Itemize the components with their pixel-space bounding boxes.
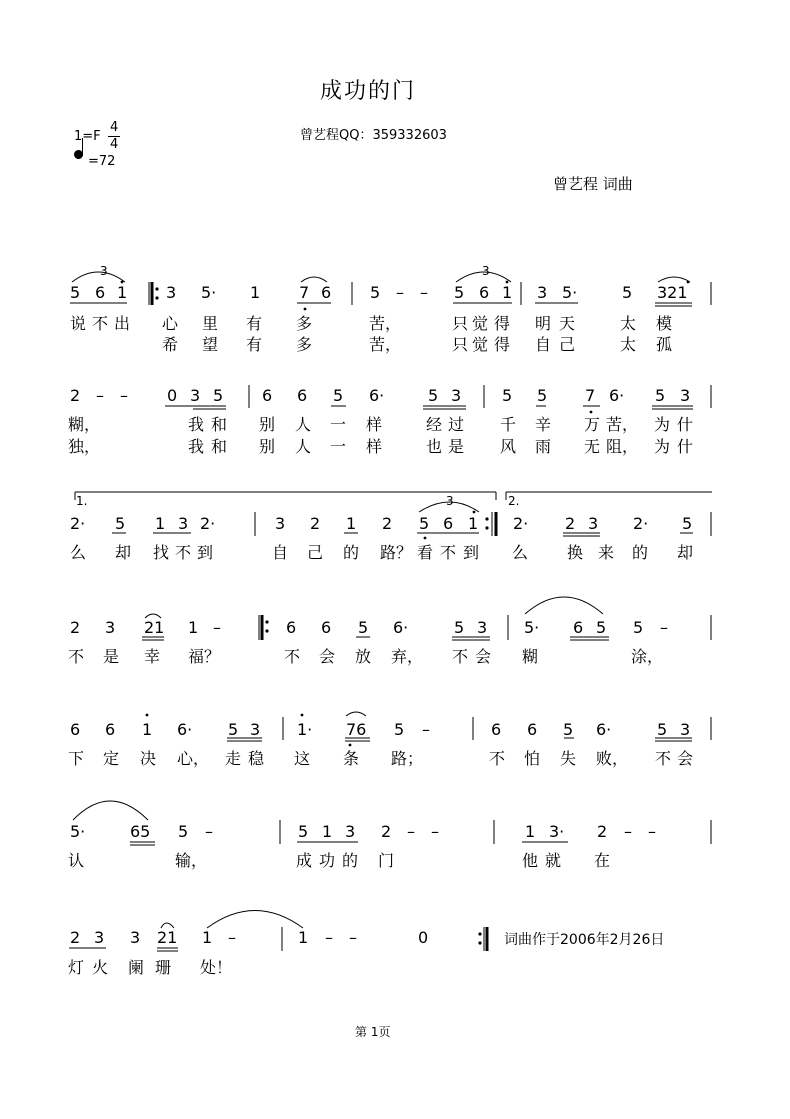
lyric: 我 xyxy=(188,415,205,434)
dash: – xyxy=(420,283,428,302)
lyric: 苦， xyxy=(606,415,639,434)
note: 3 xyxy=(178,514,189,533)
lyric: 苦， xyxy=(369,314,402,333)
lyric: 换 xyxy=(567,543,584,562)
note: 5 xyxy=(454,283,465,302)
lyric: 得 xyxy=(494,335,511,354)
author-contact: 曾艺程QQ：359332603 xyxy=(300,128,447,143)
note: 7 xyxy=(585,386,596,405)
lyric: 觉 xyxy=(472,314,489,333)
note: 3 xyxy=(680,720,691,739)
lyric: 会 xyxy=(475,647,492,666)
lyric: 觉 xyxy=(472,335,489,354)
lyric: 有 xyxy=(246,335,263,354)
lyric: 这 xyxy=(294,749,311,768)
lyric: 阻， xyxy=(606,437,639,456)
lyric: 得 xyxy=(494,314,511,333)
time-signature-bottom: 4 xyxy=(110,137,119,152)
note: 3· xyxy=(549,822,565,841)
note: 3 xyxy=(190,386,201,405)
dash: – xyxy=(213,618,221,637)
note: 6· xyxy=(609,386,625,405)
note: 6 xyxy=(321,283,332,302)
note: 3 xyxy=(537,283,548,302)
note: 5· xyxy=(201,283,217,302)
key-signature: 1=F xyxy=(74,129,101,144)
note: 5 xyxy=(115,514,126,533)
lyric: 望 xyxy=(202,335,219,354)
lyric: 的 xyxy=(632,543,649,562)
note: 5 xyxy=(70,283,81,302)
lyric: 什 xyxy=(677,415,694,434)
lyric: 经 xyxy=(426,415,443,434)
lyric: 样 xyxy=(366,415,383,434)
lyric: 为 xyxy=(654,415,671,434)
lyric: 阑 xyxy=(128,958,145,977)
lyric: 不 xyxy=(489,749,506,768)
note: 3 xyxy=(588,514,599,533)
note: 6· xyxy=(596,720,612,739)
lyric: 输， xyxy=(175,851,208,870)
note: 5 xyxy=(596,618,607,637)
lyric: 为 xyxy=(654,437,671,456)
lyric: 不 xyxy=(175,543,192,562)
note: 5 xyxy=(622,283,633,302)
lyric: 功 xyxy=(319,851,336,870)
lyric: 他 xyxy=(522,851,539,870)
note: 1 xyxy=(322,822,333,841)
lyric: 希 xyxy=(162,335,179,354)
dash: – xyxy=(407,822,415,841)
dash: – xyxy=(431,822,439,841)
lyric: 会 xyxy=(677,749,694,768)
volta-2-label: 2. xyxy=(508,494,520,508)
note: 5· xyxy=(524,618,540,637)
lyric: 不 xyxy=(68,647,85,666)
note: 2 xyxy=(381,822,392,841)
lyric: 心 xyxy=(162,314,179,333)
composition-date-note: 词曲作于2006年2月26日 xyxy=(504,932,665,948)
dash: – xyxy=(648,822,656,841)
lyric: 定 xyxy=(103,749,120,768)
note: 6 xyxy=(573,618,584,637)
lyric: 福？ xyxy=(188,647,221,666)
lyric: 是 xyxy=(448,437,465,456)
lyric: 看 xyxy=(417,543,434,562)
lyric: 和 xyxy=(211,415,228,434)
lyric: 千 xyxy=(500,415,517,434)
lyric: 人 xyxy=(295,437,312,456)
lyric: 不 xyxy=(284,647,301,666)
note: 3 xyxy=(477,618,488,637)
dash: – xyxy=(660,618,668,637)
lyric: 说 xyxy=(70,314,87,333)
note: 1· xyxy=(297,720,313,739)
dash: – xyxy=(325,928,333,947)
note: 1 xyxy=(155,514,166,533)
lyric: 也 xyxy=(426,437,443,456)
dash: – xyxy=(120,386,128,405)
lyric: 的 xyxy=(343,543,360,562)
note: 5 xyxy=(178,822,189,841)
lyric: 处！ xyxy=(200,958,233,977)
lyric: 人 xyxy=(295,415,312,434)
note: 2· xyxy=(633,514,649,533)
lyric: 的 xyxy=(342,851,359,870)
lyric: 却 xyxy=(677,543,694,562)
note: 6 xyxy=(105,720,116,739)
note: 2 xyxy=(597,822,608,841)
lyric: 败， xyxy=(596,749,629,768)
lyric: 太 xyxy=(620,314,637,333)
note: 6· xyxy=(369,386,385,405)
note: 6 xyxy=(443,514,454,533)
note: 6 xyxy=(262,386,273,405)
note: 6 xyxy=(527,720,538,739)
lyric: 么 xyxy=(70,543,87,562)
note: 2· xyxy=(200,514,216,533)
triplet-mark: 3 xyxy=(446,494,454,508)
note: 5 xyxy=(682,514,693,533)
lyric: 雨 xyxy=(535,437,552,456)
lyric: 孤 xyxy=(656,335,673,354)
note: 5 xyxy=(370,283,381,302)
lyric: 不 xyxy=(452,647,469,666)
note: 6 xyxy=(479,283,490,302)
lyric: 只 xyxy=(452,314,469,333)
note: 1 xyxy=(298,928,309,947)
lyric: 一 xyxy=(330,415,347,434)
dash: – xyxy=(396,283,404,302)
note: 6 xyxy=(491,720,502,739)
lyric: 路； xyxy=(391,749,424,768)
note: 5· xyxy=(70,822,86,841)
lyric: 多 xyxy=(296,335,313,354)
lyric: 就 xyxy=(545,851,562,870)
note: 21 xyxy=(144,618,165,637)
lyric: 什 xyxy=(677,437,694,456)
note: 6 xyxy=(297,386,308,405)
lyric: 放 xyxy=(355,647,372,666)
lyric: 糊 xyxy=(522,647,539,666)
note: 3 xyxy=(105,618,116,637)
lyric: 下 xyxy=(68,749,85,768)
note: 3 xyxy=(94,928,105,947)
note: 2 xyxy=(382,514,393,533)
tempo: =72 xyxy=(88,154,116,169)
note: 2 xyxy=(565,514,576,533)
note: 1 xyxy=(250,283,261,302)
note: 3 xyxy=(451,386,462,405)
lyric: 苦， xyxy=(369,335,402,354)
lyric: 己 xyxy=(307,543,324,562)
lyric: 无 xyxy=(584,437,601,456)
note: 6· xyxy=(393,618,409,637)
lyric: 一 xyxy=(330,437,347,456)
note: 2· xyxy=(513,514,529,533)
lyric: 在 xyxy=(594,851,611,870)
note: 21 xyxy=(157,928,178,947)
lyric: 门 xyxy=(378,851,395,870)
note: 5 xyxy=(633,618,644,637)
note: 2 xyxy=(70,386,81,405)
lyric: 到 xyxy=(463,543,480,562)
lyric: 我 xyxy=(188,437,205,456)
lyric: 多 xyxy=(296,314,313,333)
lyric: 幸 xyxy=(144,647,161,666)
note: 1 xyxy=(502,283,513,302)
note: 3 xyxy=(275,514,286,533)
dash: – xyxy=(205,822,213,841)
lyric: 决 xyxy=(140,749,157,768)
lyric: 自 xyxy=(272,543,289,562)
page-number: 第 1页 xyxy=(355,1025,391,1039)
note: 6 xyxy=(321,618,332,637)
lyric: 样 xyxy=(366,437,383,456)
dash: – xyxy=(96,386,104,405)
lyric: 来 xyxy=(598,543,615,562)
lyric: 成 xyxy=(296,851,313,870)
lyric: 太 xyxy=(620,335,637,354)
note: 76 xyxy=(346,720,367,739)
note: 5 xyxy=(657,720,668,739)
lyric: 模 xyxy=(656,314,673,333)
note: 6 xyxy=(70,720,81,739)
volta-1-label: 1. xyxy=(76,494,88,508)
lyric: 别 xyxy=(259,415,276,434)
lyric: 却 xyxy=(115,543,132,562)
lyric: 找 xyxy=(153,543,170,562)
lyric: 么 xyxy=(512,543,529,562)
lyric: 只 xyxy=(452,335,469,354)
note: 5 xyxy=(298,822,309,841)
lyric: 和 xyxy=(211,437,228,456)
lyric: 路？ xyxy=(380,543,413,562)
note: 2· xyxy=(70,514,86,533)
lyric: 自 xyxy=(535,335,552,354)
note: 5 xyxy=(213,386,224,405)
lyric: 灯 xyxy=(68,958,85,977)
note: 5· xyxy=(562,283,578,302)
lyric: 到 xyxy=(197,543,214,562)
lyric: 不 xyxy=(92,314,109,333)
note: 1 xyxy=(188,618,199,637)
note: 5 xyxy=(428,386,439,405)
lyric: 出 xyxy=(114,314,131,333)
lyric: 辛 xyxy=(535,415,552,434)
dash: – xyxy=(422,720,430,739)
note: 3 xyxy=(345,822,356,841)
lyric: 认 xyxy=(68,851,85,870)
triplet-mark: 3 xyxy=(100,264,108,278)
note: 3 xyxy=(250,720,261,739)
dash: – xyxy=(624,822,632,841)
lyric: 天 xyxy=(559,314,576,333)
note: 1 xyxy=(202,928,213,947)
lyric: 明 xyxy=(535,314,552,333)
note: 2 xyxy=(70,928,81,947)
lyric: 不 xyxy=(655,749,672,768)
note: 5 xyxy=(358,618,369,637)
note: 6 xyxy=(95,283,106,302)
note: 3 xyxy=(130,928,141,947)
note: 1 xyxy=(346,514,357,533)
note: 1 xyxy=(142,720,153,739)
note: 3 xyxy=(680,386,691,405)
lyric: 风 xyxy=(500,437,517,456)
lyric: 别 xyxy=(259,437,276,456)
lyric: 万 xyxy=(584,415,601,434)
lyric: 火 xyxy=(92,958,109,977)
note: 5 xyxy=(419,514,430,533)
note: 1 xyxy=(468,514,479,533)
lyric: 过 xyxy=(448,415,465,434)
note: 3 xyxy=(166,283,177,302)
lyric: 有 xyxy=(246,314,263,333)
note: 6· xyxy=(177,720,193,739)
note: 2 xyxy=(310,514,321,533)
lyric: 独， xyxy=(68,437,101,456)
dash: – xyxy=(349,928,357,947)
lyric: 怕 xyxy=(524,749,541,768)
note: 5 xyxy=(228,720,239,739)
lyric: 珊 xyxy=(155,958,172,977)
note: 5 xyxy=(655,386,666,405)
note: 65 xyxy=(130,822,151,841)
lyric: 糊， xyxy=(68,415,101,434)
note: 321 xyxy=(657,283,688,302)
note: 0 xyxy=(167,386,178,405)
lyric: 条 xyxy=(343,749,360,768)
note: 5 xyxy=(537,386,548,405)
note: 5 xyxy=(563,720,574,739)
time-signature-top: 4 xyxy=(110,120,119,135)
note: 1 xyxy=(117,283,128,302)
lyric: 心， xyxy=(177,749,210,768)
lyric: 失 xyxy=(560,749,577,768)
note: 5 xyxy=(394,720,405,739)
song-title: 成功的门 xyxy=(320,79,417,104)
lyric: 是 xyxy=(103,647,120,666)
lyric: 弃， xyxy=(391,647,424,666)
rest: 0 xyxy=(418,928,429,947)
lyric: 走 xyxy=(225,749,242,768)
credit: 曾艺程 词曲 xyxy=(553,175,633,193)
note: 5 xyxy=(454,618,465,637)
lyric: 涂， xyxy=(631,647,664,666)
lyric: 里 xyxy=(202,314,219,333)
note: 6 xyxy=(286,618,297,637)
note: 7 xyxy=(299,283,310,302)
note: 1 xyxy=(525,822,536,841)
lyric: 己 xyxy=(559,335,576,354)
note: 5 xyxy=(502,386,513,405)
lyric: 不 xyxy=(440,543,457,562)
triplet-mark: 3 xyxy=(482,264,490,278)
note: 2 xyxy=(70,618,81,637)
note: 5 xyxy=(333,386,344,405)
dash: – xyxy=(228,928,236,947)
lyric: 稳 xyxy=(248,749,265,768)
lyric: 会 xyxy=(319,647,336,666)
